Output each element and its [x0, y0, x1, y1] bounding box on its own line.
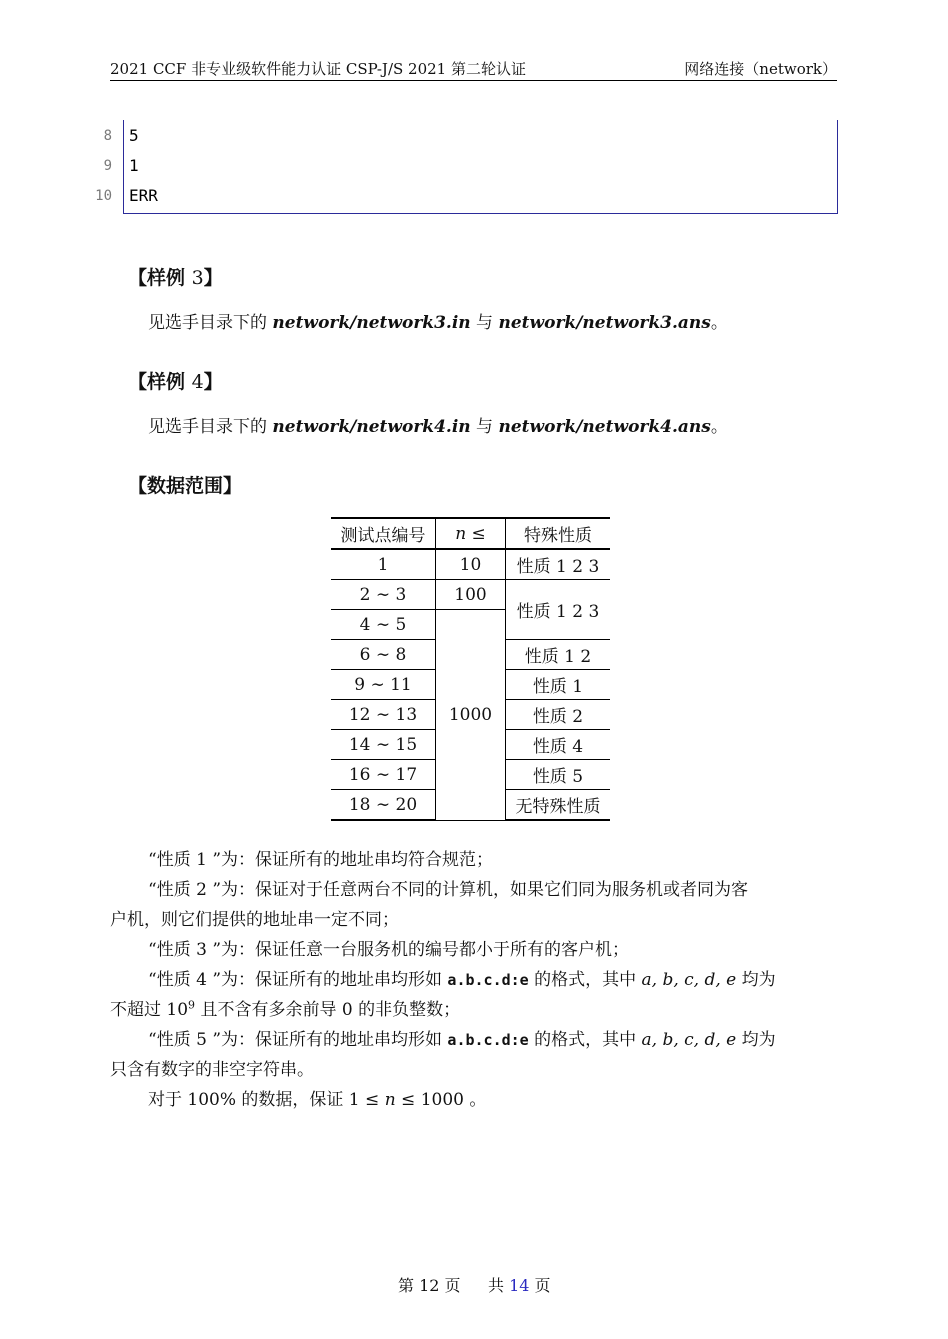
constraint-text: 对于 100% 的数据，保证 1 ≤ n ≤ 1000 。 — [148, 1090, 487, 1110]
table-cell: 10 — [436, 549, 506, 580]
line-number: 9 — [103, 158, 112, 174]
data-range-heading: 【数据范围】 — [128, 475, 243, 497]
property-4-text-cont: 不超过 $10^9$ 且不含有多余前导 0 的非负整数； — [110, 998, 461, 1020]
table-cell: 12 ∼ 13 — [331, 700, 436, 730]
code-line: 1 — [129, 156, 139, 175]
table-cell: 性质 5 — [506, 760, 611, 790]
total-pages: 共 14 页 — [488, 1276, 551, 1295]
code-line: ERR — [129, 186, 158, 205]
address-format-code: a.b.c.d:e — [447, 971, 529, 989]
property-1-text: “性质 1 ”为：保证所有的地址串均符合规范； — [148, 850, 494, 870]
property-3-text: “性质 3 ”为：保证任意一台服务机的编号都小于所有的客户机； — [148, 940, 630, 960]
table-cell: 无特殊性质 — [506, 790, 611, 821]
table-cell: 18 ∼ 20 — [331, 790, 436, 821]
page-header-title: 2021 CCF 非专业级软件能力认证 CSP-J/S 2021 第二轮认证 — [110, 60, 526, 78]
table-cell: 性质 4 — [506, 730, 611, 760]
sample4-text: 见选手目录下的 network/network4.in 与 network/network4.ans。 — [148, 417, 728, 437]
table-cell: 性质 1 — [506, 670, 611, 700]
table-cell: 2 ∼ 3 — [331, 580, 436, 610]
data-range-table — [331, 517, 610, 821]
table-cell: 4 ∼ 5 — [331, 610, 436, 640]
line-number: 10 — [95, 188, 112, 204]
page-number: 第 12 页 — [398, 1276, 461, 1295]
address-format-code: a.b.c.d:e — [447, 1031, 529, 1049]
table-cell: 1 — [331, 549, 436, 580]
property-5-text: “性质 5 ”为：保证所有的地址串均形如 a.b.c.d:e 的格式，其中 a, b, c, d, e 均为 — [148, 1030, 776, 1050]
table-cell: 14 ∼ 15 — [331, 730, 436, 760]
table-cell: 性质 1 2 3 — [506, 580, 611, 640]
table-row — [331, 580, 610, 610]
sample4-heading: 【样例 4】 — [128, 371, 223, 393]
table-header-row — [331, 518, 610, 549]
property-5-text-cont: 只含有数字的非空字符串。 — [110, 1060, 314, 1080]
table-header-cell: n ≤ — [436, 518, 506, 549]
table-cell: 100 — [436, 580, 506, 610]
table-header-cell: 特殊性质 — [506, 518, 611, 549]
property-2-text: “性质 2 ”为：保证对于任意两台不同的计算机，如果它们同为服务机或者同为客 — [148, 880, 749, 900]
total-pages-link[interactable]: 14 — [509, 1276, 530, 1295]
sample4-input-file: network/network4.in — [272, 417, 471, 437]
table-row — [331, 549, 610, 580]
table-cell: 性质 1 2 — [506, 640, 611, 670]
sample3-text: 见选手目录下的 network/network3.in 与 network/network3.ans。 — [148, 313, 728, 333]
header-rule — [110, 80, 837, 81]
table-header-cell: 测试点编号 — [331, 518, 436, 549]
property-2-text-cont: 户机，则它们提供的地址串一定不同； — [110, 910, 399, 930]
code-line: 5 — [129, 126, 139, 145]
line-number: 8 — [103, 128, 112, 144]
table-cell: 性质 1 2 3 — [506, 549, 611, 580]
code-block — [123, 120, 838, 214]
table-cell: 性质 2 — [506, 700, 611, 730]
table-cell: 6 ∼ 8 — [331, 640, 436, 670]
sample3-heading: 【样例 3】 — [128, 267, 223, 289]
sample3-answer-file: network/network3.ans — [498, 313, 711, 333]
table-cell: 16 ∼ 17 — [331, 760, 436, 790]
table-cell: 1000 — [436, 610, 506, 821]
table-cell: 9 ∼ 11 — [331, 670, 436, 700]
property-4-text: “性质 4 ”为：保证所有的地址串均形如 a.b.c.d:e 的格式，其中 a, b, c, d, e 均为 — [148, 970, 776, 990]
page-header-section: 网络连接（network） — [684, 60, 837, 78]
sample3-input-file: network/network3.in — [272, 313, 471, 333]
sample4-answer-file: network/network4.ans — [498, 417, 711, 437]
